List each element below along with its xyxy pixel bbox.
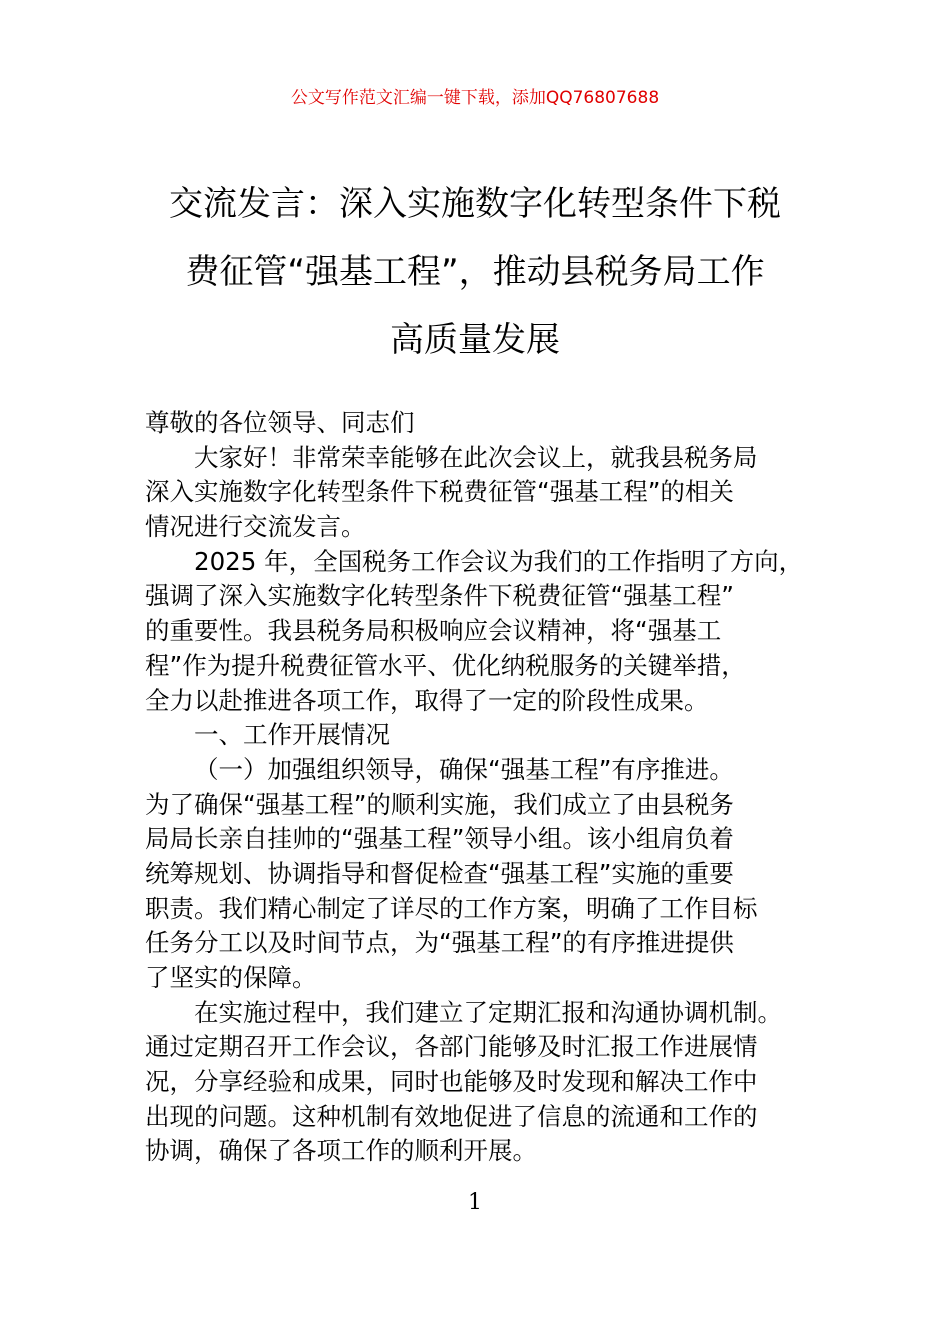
paragraph-line: 出现的问题。这种机制有效地促进了信息的流通和工作的	[145, 1101, 758, 1131]
paragraph-line: 统筹规划、协调指导和督促检查“强基工程”实施的重要	[145, 858, 734, 888]
paragraph-line: 情况进行交流发言。	[145, 512, 366, 542]
paragraph-line: 大家好！非常荣幸能够在此次会议上，就我县税务局	[194, 442, 758, 472]
paragraph-line: 程”作为提升税费征管水平、优化纳税服务的关键举措，	[145, 650, 746, 680]
paragraph-line: 通过定期召开工作会议，各部门能够及时汇报工作进展情	[145, 1032, 758, 1062]
paragraph-line: 深入实施数字化转型条件下税费征管“强基工程”的相关	[145, 477, 734, 507]
paragraph-line: 局局长亲自挂帅的“强基工程”领导小组。该小组肩负着	[145, 824, 734, 854]
paragraph-line: 协调，确保了各项工作的顺利开展。	[145, 1136, 537, 1166]
paragraph-line: 职责。我们精心制定了详尽的工作方案，明确了工作目标	[145, 893, 758, 923]
page-number: 1	[468, 1190, 482, 1215]
paragraph-line: 任务分工以及时间节点，为“强基工程”的有序推进提供	[145, 928, 734, 958]
section-heading: 一、工作开展情况	[194, 720, 390, 750]
paragraph-line: 为了确保“强基工程”的顺利实施，我们成立了由县税务	[145, 789, 734, 819]
document-body	[145, 406, 825, 1169]
title-line: 高质量发展	[390, 320, 560, 360]
paragraph-line: 了坚实的保障。	[145, 963, 317, 992]
paragraph-line: 强调了深入实施数字化转型条件下税费征管“强基工程”	[145, 581, 734, 611]
paragraph-line: 况，分享经验和成果，同时也能够及时发现和解决工作中	[145, 1067, 758, 1097]
download-notice: 公文写作范文汇编一键下载，添加QQ76807688	[290, 88, 660, 108]
title-line: 费征管“强基工程”，推动县税务局工作	[185, 252, 765, 292]
paragraph-line: 2025 年，全国税务工作会议为我们的工作指明了方向，	[194, 546, 804, 576]
paragraph-line: 在实施过程中，我们建立了定期汇报和沟通协调机制。	[194, 997, 782, 1027]
paragraph-line: 的重要性。我县税务局积极响应会议精神，将“强基工	[145, 616, 722, 646]
paragraph-line: 全力以赴推进各项工作，取得了一定的阶段性成果。	[145, 685, 709, 715]
document-title	[145, 170, 805, 374]
subsection-heading: （一）加强组织领导，确保“强基工程”有序推进。	[194, 754, 734, 784]
title-line: 交流发言：深入实施数字化转型条件下税	[169, 184, 781, 224]
salutation: 尊敬的各位领导、同志们	[145, 408, 415, 437]
